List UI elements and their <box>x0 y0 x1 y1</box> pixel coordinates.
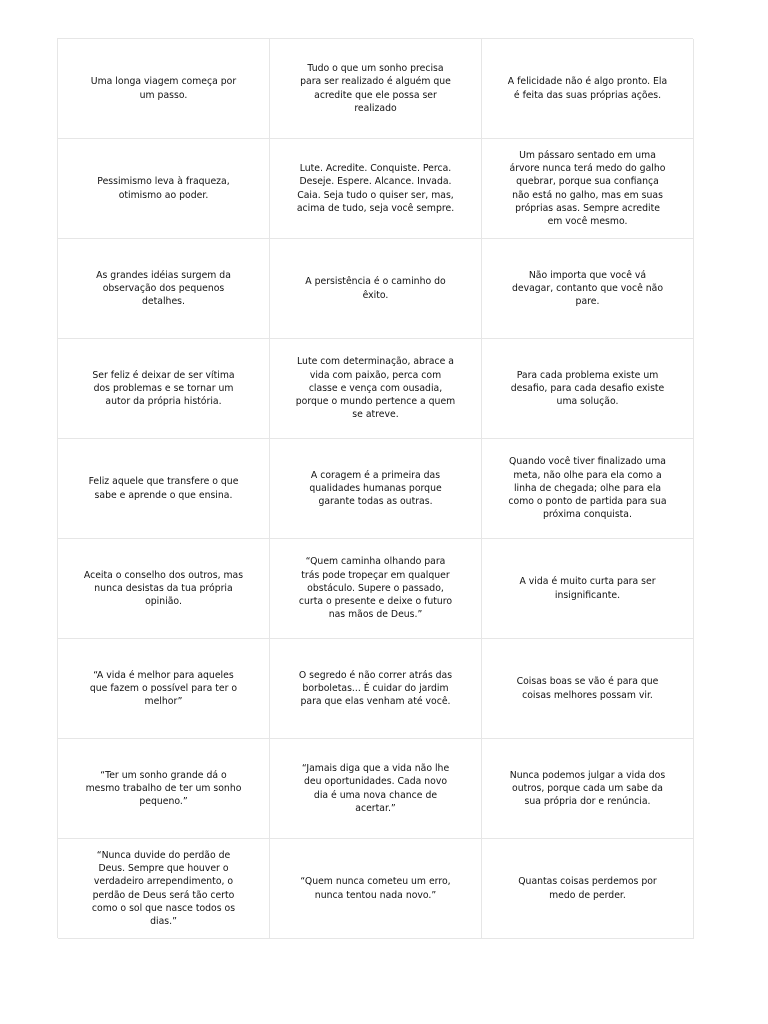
quote-card <box>482 739 694 839</box>
quote-card <box>482 439 694 539</box>
quote-card <box>58 839 270 939</box>
quote-text: As grandes idéias surgem da observação dos pequenos detalhes. <box>96 269 231 308</box>
quote-text: “Jamais diga que a vida não lhe deu oportunidades. Cada novo dia é uma nova chance de acertar.” <box>301 763 450 814</box>
quote-card <box>58 739 270 839</box>
quote-card <box>58 239 270 339</box>
quote-card <box>270 439 482 539</box>
quote-card-grid <box>57 38 693 938</box>
quote-text: Lute. Acredite. Conquiste. Perca. Deseje. Espere. Alcance. Invada. Caia. Seja tudo o quiser ser, mas, acima de tudo, seja você sempre. <box>296 163 455 214</box>
quote-card <box>270 539 482 639</box>
quote-card <box>482 639 694 739</box>
quote-card <box>58 639 270 739</box>
quote-card <box>58 139 270 239</box>
quote-card <box>482 239 694 339</box>
quote-text: Para cada problema existe um desafio, para cada desafio existe uma solução. <box>510 369 665 408</box>
quote-text: Feliz aquele que transfere o que sabe e aprende o que ensina. <box>88 476 239 501</box>
quote-card <box>270 139 482 239</box>
quote-card <box>270 839 482 939</box>
quote-text: Nunca podemos julgar a vida dos outros, porque cada um sabe da sua própria dor e renúncia. <box>509 769 666 808</box>
quote-text: A coragem é a primeira das qualidades humanas porque garante todas as outras. <box>309 469 442 508</box>
quote-text: A felicidade não é algo pronto. Ela é feita das suas próprias ações. <box>507 76 668 101</box>
quote-text: Quando você tiver finalizado uma meta, não olhe para ela como a linha de chegada; olhe para ela como o ponto de partida para sua próxima conquista. <box>508 456 667 521</box>
quote-text: Lute com determinação, abrace a vida com paixão, perca com classe e vença com ousadia, porque o mundo pertence a quem se atreve. <box>295 356 456 421</box>
quote-text: Não importa que você vá devagar, contanto que você não pare. <box>511 269 664 308</box>
quote-text: “A vida é melhor para aqueles que fazem o possível para ter o melhor” <box>89 669 238 708</box>
quote-text: Aceita o conselho dos outros, mas nunca desistas da tua própria opinião. <box>83 569 244 608</box>
quote-card <box>58 439 270 539</box>
quote-card <box>270 239 482 339</box>
quote-text: “Ter um sonho grande dá o mesmo trabalho de ter um sonho pequeno.” <box>85 769 242 808</box>
quote-card <box>482 39 694 139</box>
quote-text: Quantas coisas perdemos por medo de perder. <box>518 876 657 901</box>
quote-card <box>270 739 482 839</box>
quote-card <box>482 539 694 639</box>
quote-text: Um pássaro sentado em uma árvore nunca terá medo do galho quebrar, porque sua confiança não está no galho, mas em suas próprias asas. Sempre acredite em você mesmo. <box>509 149 666 227</box>
quote-text: Pessimismo leva à fraqueza, otimismo ao poder. <box>97 176 230 201</box>
quote-text: Uma longa viagem começa por um passo. <box>90 76 237 101</box>
quote-card <box>482 339 694 439</box>
quote-text: “Quem caminha olhando para trás pode tropeçar em qualquer obstáculo. Supere o passado, curta o presente e deixe o futuro nas mãos de Deus.” <box>298 556 453 621</box>
quote-card <box>58 39 270 139</box>
quote-text: Coisas boas se vão é para que coisas melhores possam vir. <box>516 676 659 701</box>
quote-text: “Nunca duvide do perdão de Deus. Sempre que houver o verdadeiro arrependimento, o perdão de Deus será tão certo como o sol que nasce todos os dias.” <box>91 849 236 927</box>
quote-text: “Quem nunca cometeu um erro, nunca tentou nada novo.” <box>300 876 451 901</box>
quote-text: O segredo é não correr atrás das borboletas... É cuidar do jardim para que elas venham até você. <box>298 669 453 708</box>
quote-text: Ser feliz é deixar de ser vítima dos problemas e se tornar um autor da própria história. <box>92 369 235 408</box>
quote-text: A persistência é o caminho do êxito. <box>305 276 446 301</box>
quote-text: A vida é muito curta para ser insignificante. <box>519 576 656 601</box>
quote-card <box>58 339 270 439</box>
quote-card <box>58 539 270 639</box>
quote-text: Tudo o que um sonho precisa para ser realizado é alguém que acredite que ele possa ser realizado <box>300 63 451 114</box>
quote-card <box>482 839 694 939</box>
quote-card <box>270 39 482 139</box>
quote-card <box>482 139 694 239</box>
quote-card <box>270 639 482 739</box>
quote-card <box>270 339 482 439</box>
